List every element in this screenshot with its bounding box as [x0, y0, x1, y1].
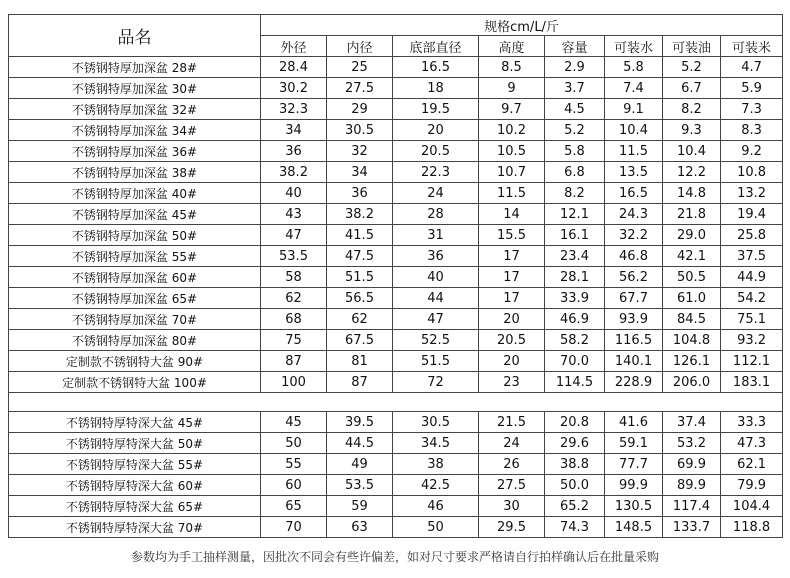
- product-name-cell: 不锈钢特厚加深盆 32#: [9, 99, 261, 120]
- col-header-water: 可装水: [605, 36, 663, 57]
- value-cell: 17: [479, 288, 545, 309]
- value-cell: 59.1: [605, 433, 663, 454]
- value-cell: 56.5: [327, 288, 393, 309]
- value-cell: 31: [393, 225, 479, 246]
- product-name-cell: 不锈钢特厚特深大盆 55#: [9, 454, 261, 475]
- value-cell: 9.2: [721, 141, 783, 162]
- value-cell: 34: [327, 162, 393, 183]
- value-cell: 140.1: [605, 351, 663, 372]
- value-cell: 36: [393, 246, 479, 267]
- value-cell: 28: [393, 204, 479, 225]
- value-cell: 29.0: [663, 225, 721, 246]
- value-cell: 70: [261, 517, 327, 538]
- product-name-cell: 定制款不锈钢特大盆 100#: [9, 372, 261, 393]
- value-cell: 11.5: [605, 141, 663, 162]
- product-name-cell: 不锈钢特厚加深盆 55#: [9, 246, 261, 267]
- value-cell: 5.8: [605, 57, 663, 78]
- value-cell: 55: [261, 454, 327, 475]
- value-cell: 29.6: [545, 433, 605, 454]
- value-cell: 12.1: [545, 204, 605, 225]
- product-name-cell: 不锈钢特厚加深盆 38#: [9, 162, 261, 183]
- value-cell: 63: [327, 517, 393, 538]
- product-name-cell: 不锈钢特厚加深盆 36#: [9, 141, 261, 162]
- value-cell: 5.2: [663, 57, 721, 78]
- value-cell: 19.4: [721, 204, 783, 225]
- value-cell: 7.3: [721, 99, 783, 120]
- value-cell: 33.3: [721, 412, 783, 433]
- value-cell: 38: [393, 454, 479, 475]
- value-cell: 20: [393, 120, 479, 141]
- value-cell: 27.5: [327, 78, 393, 99]
- table-row: [9, 433, 783, 454]
- value-cell: 70.0: [545, 351, 605, 372]
- value-cell: 67.7: [605, 288, 663, 309]
- col-header-outer-diameter: 外径: [261, 36, 327, 57]
- value-cell: 26: [479, 454, 545, 475]
- col-header-height: 高度: [479, 36, 545, 57]
- table-row: [9, 204, 783, 225]
- value-cell: 117.4: [663, 496, 721, 517]
- value-cell: 69.9: [663, 454, 721, 475]
- value-cell: 7.4: [605, 78, 663, 99]
- value-cell: 53.5: [327, 475, 393, 496]
- product-name-cell: 不锈钢特厚加深盆 50#: [9, 225, 261, 246]
- value-cell: 10.8: [721, 162, 783, 183]
- value-cell: 183.1: [721, 372, 783, 393]
- product-name-cell: 不锈钢特厚加深盆 34#: [9, 120, 261, 141]
- value-cell: 206.0: [663, 372, 721, 393]
- value-cell: 13.5: [605, 162, 663, 183]
- value-cell: 42.1: [663, 246, 721, 267]
- value-cell: 50.0: [545, 475, 605, 496]
- value-cell: 84.5: [663, 309, 721, 330]
- product-name-cell: 不锈钢特厚特深大盆 65#: [9, 496, 261, 517]
- table-row: [9, 475, 783, 496]
- value-cell: 114.5: [545, 372, 605, 393]
- product-name-cell: 不锈钢特厚加深盆 65#: [9, 288, 261, 309]
- value-cell: 23.4: [545, 246, 605, 267]
- value-cell: 8.2: [663, 99, 721, 120]
- value-cell: 15.5: [479, 225, 545, 246]
- table-row: [9, 288, 783, 309]
- value-cell: 50.5: [663, 267, 721, 288]
- value-cell: 36: [327, 183, 393, 204]
- value-cell: 50: [393, 517, 479, 538]
- table-row: [9, 267, 783, 288]
- spacer-row: [9, 393, 783, 412]
- value-cell: 47: [261, 225, 327, 246]
- table-row: [9, 162, 783, 183]
- value-cell: 75.1: [721, 309, 783, 330]
- value-cell: 28.1: [545, 267, 605, 288]
- product-name-cell: 不锈钢特厚加深盆 70#: [9, 309, 261, 330]
- value-cell: 4.5: [545, 99, 605, 120]
- value-cell: 30.5: [327, 120, 393, 141]
- value-cell: 44.9: [721, 267, 783, 288]
- value-cell: 38.2: [327, 204, 393, 225]
- value-cell: 58.2: [545, 330, 605, 351]
- value-cell: 44: [393, 288, 479, 309]
- value-cell: 148.5: [605, 517, 663, 538]
- value-cell: 8.5: [479, 57, 545, 78]
- value-cell: 4.7: [721, 57, 783, 78]
- table-row: [9, 454, 783, 475]
- value-cell: 20: [479, 351, 545, 372]
- value-cell: 34: [261, 120, 327, 141]
- value-cell: 32: [327, 141, 393, 162]
- value-cell: 11.5: [479, 183, 545, 204]
- value-cell: 112.1: [721, 351, 783, 372]
- value-cell: 21.5: [479, 412, 545, 433]
- product-name-cell: 定制款不锈钢特大盆 90#: [9, 351, 261, 372]
- value-cell: 37.5: [721, 246, 783, 267]
- value-cell: 93.9: [605, 309, 663, 330]
- value-cell: 38.8: [545, 454, 605, 475]
- value-cell: 81: [327, 351, 393, 372]
- value-cell: 20: [479, 309, 545, 330]
- value-cell: 43: [261, 204, 327, 225]
- value-cell: 93.2: [721, 330, 783, 351]
- value-cell: 59: [327, 496, 393, 517]
- value-cell: 58: [261, 267, 327, 288]
- value-cell: 17: [479, 246, 545, 267]
- table-row: [9, 120, 783, 141]
- value-cell: 53.2: [663, 433, 721, 454]
- value-cell: 14.8: [663, 183, 721, 204]
- col-header-rice: 可装米: [721, 36, 783, 57]
- value-cell: 77.7: [605, 454, 663, 475]
- value-cell: 18: [393, 78, 479, 99]
- table-row: [9, 309, 783, 330]
- value-cell: 62: [261, 288, 327, 309]
- value-cell: 30.2: [261, 78, 327, 99]
- value-cell: 32.2: [605, 225, 663, 246]
- value-cell: 40: [393, 267, 479, 288]
- value-cell: 21.8: [663, 204, 721, 225]
- product-name-cell: 不锈钢特厚加深盆 60#: [9, 267, 261, 288]
- value-cell: 46.9: [545, 309, 605, 330]
- value-cell: 20.8: [545, 412, 605, 433]
- value-cell: 29.5: [479, 517, 545, 538]
- spacer-cell: [9, 393, 783, 412]
- product-name-cell: 不锈钢特厚加深盆 40#: [9, 183, 261, 204]
- value-cell: 116.5: [605, 330, 663, 351]
- value-cell: 9.3: [663, 120, 721, 141]
- value-cell: 10.4: [605, 120, 663, 141]
- value-cell: 30.5: [393, 412, 479, 433]
- value-cell: 75: [261, 330, 327, 351]
- value-cell: 30: [479, 496, 545, 517]
- value-cell: 16.1: [545, 225, 605, 246]
- value-cell: 56.2: [605, 267, 663, 288]
- value-cell: 74.3: [545, 517, 605, 538]
- spec-table: [8, 14, 783, 538]
- value-cell: 65.2: [545, 496, 605, 517]
- col-header-capacity: 容量: [545, 36, 605, 57]
- value-cell: 46.8: [605, 246, 663, 267]
- table-row: [9, 330, 783, 351]
- product-name-cell: 不锈钢特厚加深盆 30#: [9, 78, 261, 99]
- value-cell: 126.1: [663, 351, 721, 372]
- value-cell: 6.8: [545, 162, 605, 183]
- value-cell: 47.5: [327, 246, 393, 267]
- value-cell: 10.5: [479, 141, 545, 162]
- value-cell: 40: [261, 183, 327, 204]
- value-cell: 8.3: [721, 120, 783, 141]
- table-row: [9, 57, 783, 78]
- value-cell: 25.8: [721, 225, 783, 246]
- value-cell: 10.4: [663, 141, 721, 162]
- product-name-cell: 不锈钢特厚加深盆 28#: [9, 57, 261, 78]
- product-name-cell: 不锈钢特厚特深大盆 50#: [9, 433, 261, 454]
- value-cell: 130.5: [605, 496, 663, 517]
- value-cell: 5.9: [721, 78, 783, 99]
- value-cell: 62.1: [721, 454, 783, 475]
- value-cell: 50: [261, 433, 327, 454]
- value-cell: 16.5: [393, 57, 479, 78]
- value-cell: 47: [393, 309, 479, 330]
- value-cell: 51.5: [327, 267, 393, 288]
- product-name-cell: 不锈钢特厚特深大盆 70#: [9, 517, 261, 538]
- value-cell: 16.5: [605, 183, 663, 204]
- table-row: [9, 372, 783, 393]
- value-cell: 29: [327, 99, 393, 120]
- value-cell: 34.5: [393, 433, 479, 454]
- value-cell: 45: [261, 412, 327, 433]
- value-cell: 118.8: [721, 517, 783, 538]
- table-row: [9, 351, 783, 372]
- value-cell: 9.1: [605, 99, 663, 120]
- value-cell: 100: [261, 372, 327, 393]
- value-cell: 41.6: [605, 412, 663, 433]
- value-cell: 38.2: [261, 162, 327, 183]
- value-cell: 12.2: [663, 162, 721, 183]
- value-cell: 39.5: [327, 412, 393, 433]
- value-cell: 5.8: [545, 141, 605, 162]
- footnote: 参数均为手工抽样测量，因批次不同会有些许偏差，如对尺寸要求严格请自行拍样确认后在批量采购: [130, 550, 659, 564]
- value-cell: 52.5: [393, 330, 479, 351]
- value-cell: 72: [393, 372, 479, 393]
- value-cell: 20.5: [479, 330, 545, 351]
- value-cell: 22.3: [393, 162, 479, 183]
- product-name-cell: 不锈钢特厚加深盆 45#: [9, 204, 261, 225]
- value-cell: 23: [479, 372, 545, 393]
- value-cell: 9: [479, 78, 545, 99]
- value-cell: 228.9: [605, 372, 663, 393]
- value-cell: 49: [327, 454, 393, 475]
- value-cell: 46: [393, 496, 479, 517]
- value-cell: 24: [393, 183, 479, 204]
- table-row: [9, 99, 783, 120]
- value-cell: 8.2: [545, 183, 605, 204]
- value-cell: 87: [261, 351, 327, 372]
- value-cell: 33.9: [545, 288, 605, 309]
- col-header-inner-diameter: 内径: [327, 36, 393, 57]
- value-cell: 61.0: [663, 288, 721, 309]
- value-cell: 60: [261, 475, 327, 496]
- value-cell: 25: [327, 57, 393, 78]
- value-cell: 37.4: [663, 412, 721, 433]
- table-row: [9, 517, 783, 538]
- value-cell: 68: [261, 309, 327, 330]
- value-cell: 54.2: [721, 288, 783, 309]
- value-cell: 89.9: [663, 475, 721, 496]
- value-cell: 5.2: [545, 120, 605, 141]
- col-header-bottom-diameter: 底部直径: [393, 36, 479, 57]
- product-name-cell: 不锈钢特厚加深盆 80#: [9, 330, 261, 351]
- value-cell: 13.2: [721, 183, 783, 204]
- value-cell: 2.9: [545, 57, 605, 78]
- header-row-1: [9, 15, 783, 36]
- table-row: [9, 412, 783, 433]
- value-cell: 133.7: [663, 517, 721, 538]
- table-row: [9, 225, 783, 246]
- value-cell: 10.2: [479, 120, 545, 141]
- value-cell: 36: [261, 141, 327, 162]
- value-cell: 32.3: [261, 99, 327, 120]
- product-name-cell: 不锈钢特厚特深大盆 45#: [9, 412, 261, 433]
- value-cell: 87: [327, 372, 393, 393]
- spec-group-header: 规格cm/L/斤: [261, 15, 783, 36]
- value-cell: 51.5: [393, 351, 479, 372]
- value-cell: 24: [479, 433, 545, 454]
- value-cell: 65: [261, 496, 327, 517]
- table-row: [9, 496, 783, 517]
- col-header-oil: 可装油: [663, 36, 721, 57]
- value-cell: 99.9: [605, 475, 663, 496]
- value-cell: 47.3: [721, 433, 783, 454]
- value-cell: 104.8: [663, 330, 721, 351]
- table-row: [9, 141, 783, 162]
- product-name-cell: 不锈钢特厚特深大盆 60#: [9, 475, 261, 496]
- table-row: [9, 246, 783, 267]
- product-name-header: 品名: [9, 15, 261, 57]
- value-cell: 6.7: [663, 78, 721, 99]
- value-cell: 17: [479, 267, 545, 288]
- value-cell: 41.5: [327, 225, 393, 246]
- value-cell: 27.5: [479, 475, 545, 496]
- table-row: [9, 78, 783, 99]
- value-cell: 79.9: [721, 475, 783, 496]
- value-cell: 10.7: [479, 162, 545, 183]
- value-cell: 3.7: [545, 78, 605, 99]
- value-cell: 67.5: [327, 330, 393, 351]
- value-cell: 42.5: [393, 475, 479, 496]
- value-cell: 53.5: [261, 246, 327, 267]
- value-cell: 104.4: [721, 496, 783, 517]
- value-cell: 24.3: [605, 204, 663, 225]
- value-cell: 44.5: [327, 433, 393, 454]
- value-cell: 62: [327, 309, 393, 330]
- value-cell: 14: [479, 204, 545, 225]
- table-row: [9, 183, 783, 204]
- value-cell: 9.7: [479, 99, 545, 120]
- value-cell: 20.5: [393, 141, 479, 162]
- value-cell: 28.4: [261, 57, 327, 78]
- value-cell: 19.5: [393, 99, 479, 120]
